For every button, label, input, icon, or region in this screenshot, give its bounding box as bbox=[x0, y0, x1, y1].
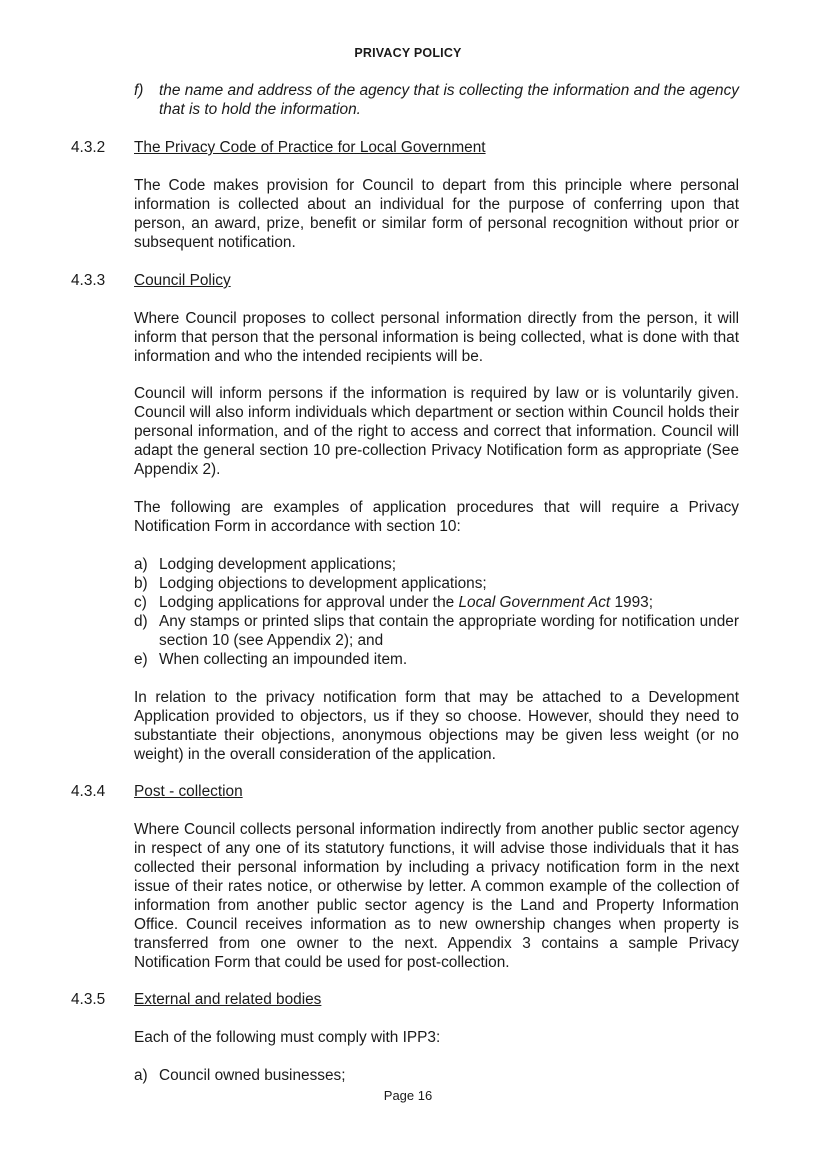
list-marker: b) bbox=[134, 575, 148, 592]
section-title: Post - collection bbox=[134, 783, 243, 800]
list-text: Lodging development applications; bbox=[159, 556, 397, 573]
paragraph: In relation to the privacy notification form that may be attached to a Development Application provided to objectors, us if they so choose. However, should they need to substantiate their objections, anonymous objections may be given less weight (or no weight) in the overall consideration of the application. bbox=[134, 689, 739, 763]
list-item-a bbox=[134, 1066, 739, 1085]
section-number: 4.3.4 bbox=[71, 783, 106, 800]
paragraph: The Code makes provision for Council to depart from this principle where personal information is collected about an individual for the purpose of conferring upon that person, an award, prize, benefit or similar form of personal recognition without prior or subsequent notification. bbox=[134, 177, 739, 251]
list-text: Lodging applications for approval under the Local Government Act 1993; bbox=[159, 594, 653, 611]
list-text: When collecting an impounded item. bbox=[159, 651, 408, 668]
section-title: Council Policy bbox=[134, 272, 231, 289]
paragraph: The following are examples of application procedures that will require a Privacy Notification Form in accordance with section 10: bbox=[134, 499, 739, 535]
list-marker: a) bbox=[134, 1067, 148, 1084]
section-title: The Privacy Code of Practice for Local Government bbox=[134, 139, 486, 156]
act-name: Local Government Act bbox=[458, 594, 611, 611]
paragraph: Where Council proposes to collect personal information directly from the person, it will inform that person that the personal information is being collected, what is done with that information and who the intended recipients will be. bbox=[134, 310, 739, 365]
list-marker: e) bbox=[134, 651, 148, 668]
page-header: PRIVACY POLICY bbox=[354, 46, 462, 60]
list-marker: c) bbox=[134, 594, 147, 611]
paragraph: Council will inform persons if the information is required by law or is voluntarily given. Council will also inform individuals which department or section within Council holds their personal information, and of the right to access and correct that information. Council will adapt the general section 10 pre-collection Privacy Notification form as appropriate (See Appendix 2). bbox=[134, 385, 739, 478]
list-item-d bbox=[134, 612, 739, 650]
list-item-e bbox=[134, 650, 739, 669]
section-title: External and related bodies bbox=[134, 991, 322, 1008]
list-marker: d) bbox=[134, 613, 148, 630]
list-item-a bbox=[134, 555, 739, 574]
list-marker: f) bbox=[134, 82, 144, 99]
page-number: Page 16 bbox=[383, 1088, 433, 1103]
list-text: Council owned businesses; bbox=[159, 1067, 346, 1084]
list-item-b bbox=[134, 574, 739, 593]
list-item-f bbox=[134, 81, 739, 119]
list-item-c bbox=[134, 593, 739, 612]
section-number: 4.3.2 bbox=[71, 139, 106, 156]
list-text: Lodging objections to development applications; bbox=[159, 575, 487, 592]
section-number: 4.3.5 bbox=[71, 991, 106, 1008]
list-marker: a) bbox=[134, 556, 148, 573]
list-text: Any stamps or printed slips that contain the appropriate wording for notification under section 10 (see Appendix 2); and bbox=[159, 613, 739, 649]
section-number: 4.3.3 bbox=[71, 272, 106, 289]
paragraph: Each of the following must comply with IPP3: bbox=[134, 1029, 441, 1046]
list-text: the name and address of the agency that is collecting the information and the agency that is to hold the information. bbox=[159, 82, 739, 118]
paragraph: Where Council collects personal information indirectly from another public sector agency in respect of any one of its statutory functions, it will advise those individuals that it has collected their personal information by including a privacy notification form in the next issue of their rates notice, or otherwise by letter. A common example of the collection of information from another public sector agency is the Land and Property Information Office. Council receives information as to new ownership changes when property is transferred from one owner to the next. Appendix 3 contains a sample Privacy Notification Form that could be used for post-collection. bbox=[134, 821, 739, 971]
